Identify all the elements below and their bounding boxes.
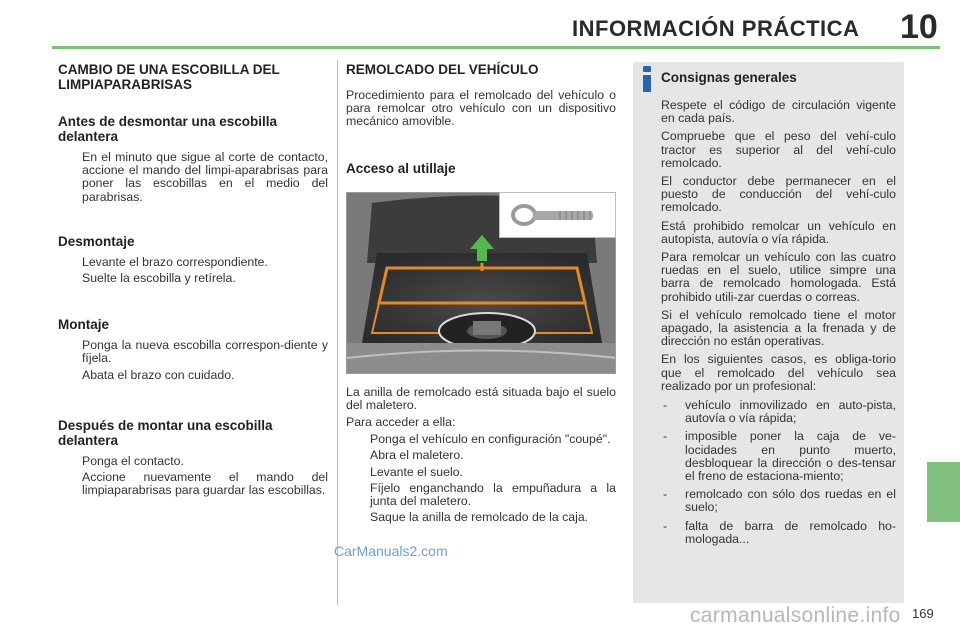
towing-title: REMOLCADO DEL VEHÍCULO: [346, 62, 539, 77]
header-rule: [52, 46, 940, 49]
list-item: - imposible poner la caja de ve-locidades en punto muerto, desbloquear la dirección o des-tensar el freno de estaciona-miento;: [663, 429, 896, 484]
list-item: - remolcado con sólo dos ruedas en el suelo;: [663, 487, 896, 515]
chapter-number: 10: [900, 8, 938, 46]
list-item: En el minuto que sigue al corte de contacto, accione el mando del limpi-aparabrisas para poner las escobillas en el medio del parabrisas.: [82, 150, 328, 204]
panel-paragraph: El conductor debe permanecer en el puesto de conducción del vehí-culo remolcado.: [661, 174, 896, 215]
removal-heading: Desmontaje: [58, 233, 135, 249]
after-fitting-heading: Después de montar una escobilla delantera: [58, 417, 273, 448]
before-removal-list: [58, 151, 328, 204]
panel-paragraph: Está prohibido remolcar un vehículo en autopista, autovía o vía rápida.: [661, 218, 896, 246]
before-removal-heading: Antes de desmontar una escobilla delantera: [58, 114, 278, 144]
fitting-heading: Montaje: [58, 317, 110, 333]
professional-cases-list: [661, 399, 896, 546]
list-item: - falta de barra de remolcado ho-mologada...: [663, 518, 896, 546]
chapter-tab: [927, 462, 960, 522]
general-instructions-panel: [633, 62, 904, 603]
watermark-carmanuals2: CarManuals2.com: [334, 543, 448, 559]
panel-paragraph: Respete el código de circulación vigente en cada país.: [661, 98, 896, 126]
list-item: Levante el suelo.: [370, 464, 463, 479]
list-item: Abra el maletero.: [370, 448, 464, 463]
wiper-title: CAMBIO DE UNA ESCOBILLA DEL LIMPIAPARABRISAS: [58, 62, 280, 92]
list-item: Abata el brazo con cuidado.: [82, 367, 235, 382]
towing-eye-inset: [499, 192, 616, 238]
list-item: Suelte la escobilla y retírela.: [82, 271, 236, 286]
tool-access-heading: Acceso al utillaje: [346, 160, 456, 176]
list-item: Saque la anilla de remolcado de la caja.: [370, 510, 589, 525]
access-lead: Para acceder a ella:: [346, 415, 456, 430]
panel-title: Consignas generales: [661, 70, 797, 85]
fitting-list: [58, 339, 328, 382]
list-item: - vehículo inmovilizado en auto-pista, autovía o vía rápida;: [663, 398, 896, 426]
list-item: Ponga la nueva escobilla correspon-diente y fíjela.: [82, 338, 328, 366]
photo-caption: La anilla de remolcado está situada bajo el suelo del maletero.: [346, 384, 616, 412]
after-fitting-list: [58, 455, 328, 498]
panel-paragraph: Si el vehículo remolcado tiene el motor apagado, la asistencia a la frenada y de dirección no están operativas.: [661, 307, 896, 349]
list-item: Fíjelo enganchando la empuñadura a la junta del maletero.: [370, 480, 616, 509]
section-title: INFORMACIÓN PRÁCTICA: [572, 16, 860, 41]
panel-paragraph: Para remolcar un vehículo con las cuatro ruedas en el suelo, utilice simpre una barra de remolcado homologada. Está prohibido utili-zar cuerdas o correas.: [661, 250, 896, 304]
towing-eye-icon: [500, 193, 617, 239]
page-number: 169: [912, 606, 934, 621]
list-item: Ponga el contacto.: [82, 453, 184, 468]
list-item: Levante el brazo correspondiente.: [82, 254, 268, 269]
column-divider: [337, 60, 338, 605]
panel-paragraph: En los siguientes casos, es obliga-torio que el remolcado del vehículo sea realizado por un profesional:: [661, 352, 896, 393]
list-item: Ponga el vehículo en configuración "coupé".: [370, 432, 611, 447]
access-steps: [346, 433, 616, 524]
towing-intro: Procedimiento para el remolcado del vehículo o para remolcar otro vehículo con un dispositivo mecánico amovible.: [346, 88, 616, 129]
info-icon: [640, 66, 654, 92]
list-item: Accione nuevamente el mando del limpiaparabrisas para guardar las escobillas.: [82, 470, 328, 498]
removal-list: [58, 256, 328, 285]
wiper-column: [58, 60, 328, 500]
panel-paragraph: Compruebe que el peso del vehí-culo tractor es superior al del vehí-culo remolcado.: [661, 129, 896, 170]
watermark-carmanualsonline: carmanualsonline.info: [690, 604, 901, 627]
